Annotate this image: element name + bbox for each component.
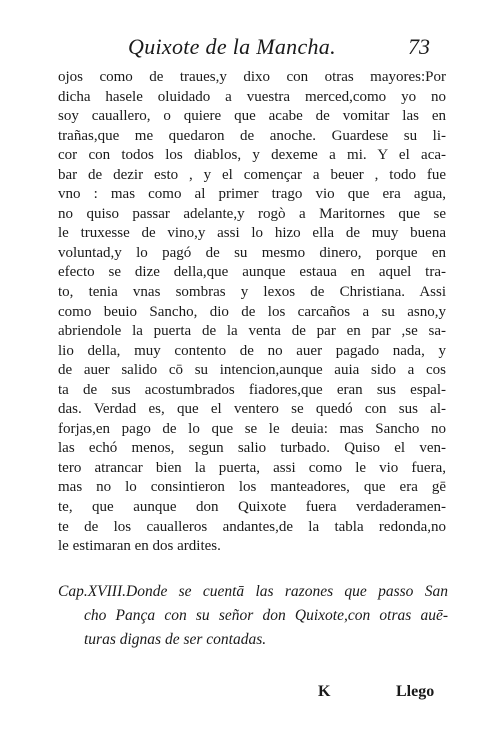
text-line: te, que aunque don Quixote fuera verdaderamen-	[58, 499, 446, 516]
text-line: dicha hasele oluidado a vuestra merced,como yo no	[58, 88, 446, 105]
text-line: le truxesse de vino,y assi lo hizo ella de muy buena	[58, 225, 446, 242]
text-line: vno : mas como al primer trago vio que era agua,	[58, 186, 446, 203]
text-line: tero atrancar bien la puerta, assi como le vio fuera,	[58, 459, 446, 476]
text-line: bar de dezir esto , y el començar a beuer , todo fue	[58, 166, 446, 183]
text-line: mas no lo consintieron los manteadores, que era gē	[58, 479, 446, 496]
text-line: efecto se dize della,que aunque estaua en aquel tra-	[58, 264, 446, 281]
text-line: como beuio Sancho, dio de los carcaños a su asno,y	[58, 303, 446, 320]
text-line: las echó menos, segun salio turbado. Quiso el ven-	[58, 440, 446, 457]
running-head	[0, 34, 500, 64]
text-line: le estimaran en dos ardites.	[58, 538, 221, 555]
text-line: trañas,que me quedaron de anoche. Guardese su li-	[58, 127, 446, 144]
chapter-heading	[58, 580, 448, 652]
text-line: to, tenia vnas sombras y lexos de Christiana. Assi	[58, 284, 446, 301]
text-line: lio della, muy contento de no auer pagado nada, y	[58, 342, 446, 359]
text-line: ta de sus acostumbrados fiadores,que eran sus espal-	[58, 381, 446, 398]
chapter-heading-line: Cap.XVIII.Donde se cuentā las razones que passo San	[58, 583, 448, 600]
catchword: Llego	[396, 683, 435, 700]
running-title: Quixote de la Mancha.	[128, 34, 336, 59]
text-line: te de los caualleros andantes,de la tabla redonda,no	[58, 518, 446, 535]
text-line: no quiso passar adelante,y rogò a Maritornes que se	[58, 205, 446, 222]
text-line: abriendole la puerta de la venta de par en par ,se sa-	[58, 323, 446, 340]
text-line: forjas,en pago de lo que se le deuia: mas Sancho no	[58, 420, 446, 437]
text-line: cor con todos los diablos, y dexeme a mi. Y el aca-	[58, 147, 446, 164]
text-line: das. Verdad es, que el ventero se quedó con sus al-	[58, 401, 446, 418]
chapter-heading-line: cho Pança con su señor don Quixote,con otras auē-	[84, 607, 448, 624]
chapter-heading-line: turas dignas de ser contadas.	[84, 631, 267, 648]
signature-mark: K	[318, 683, 331, 700]
body-text	[58, 68, 446, 557]
page-number: 73	[408, 34, 430, 59]
text-line: voluntad,y lo pagó de su mesmo dinero, porque en	[58, 244, 446, 261]
text-line: ojos como de traues,y dixo con otras mayores:Por	[58, 69, 446, 85]
text-line: de auer salido cō su intencion,aunque auia sido a cos	[58, 362, 446, 379]
text-line: soy cauallero, o quiere que acabe de vomitar las en	[58, 108, 446, 125]
